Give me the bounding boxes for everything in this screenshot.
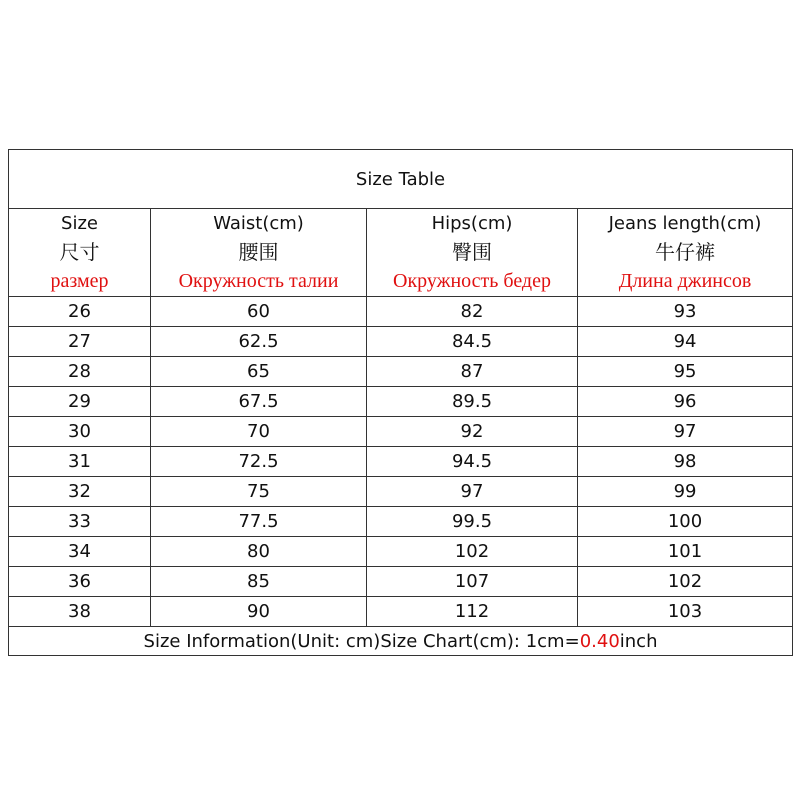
cell-waist: 62.5 [151,327,367,357]
header-hips-zh: 臀围 [452,240,492,264]
footer-prefix: Size Information(Unit: cm)Size Chart(cm): 1cm= [143,630,580,652]
cell-size: 38 [9,597,151,627]
table-row [9,567,793,597]
size-info-footer [9,627,793,656]
cell-jeans-length: 97 [578,417,793,447]
cell-hips: 97 [367,477,578,507]
cell-jeans-length: 93 [578,297,793,327]
table-row [9,387,793,417]
header-row [9,209,793,297]
cell-waist: 85 [151,567,367,597]
header-hips-en: Hips(cm) [431,213,513,234]
cell-jeans-length: 99 [578,477,793,507]
cell-size: 26 [9,297,151,327]
title-row [9,150,793,209]
footer-row [9,627,793,656]
cell-jeans-length: 102 [578,567,793,597]
cell-jeans-length: 96 [578,387,793,417]
header-hips-ru: Окружность бедер [393,270,551,292]
table-row [9,297,793,327]
header-waist [151,209,367,297]
table-row [9,447,793,477]
cell-size: 27 [9,327,151,357]
cell-jeans-length: 94 [578,327,793,357]
header-waist-en: Waist(cm) [213,213,304,234]
table-row [9,357,793,387]
header-size [9,209,151,297]
cell-waist: 67.5 [151,387,367,417]
size-table [8,149,793,656]
header-jeans-length-zh: 牛仔裤 [655,240,716,264]
cell-jeans-length: 98 [578,447,793,477]
header-hips [367,209,578,297]
header-size-ru: размер [50,270,109,292]
cell-hips: 112 [367,597,578,627]
footer-conversion-value: 0.40 [579,630,620,652]
cell-waist: 72.5 [151,447,367,477]
cell-waist: 90 [151,597,367,627]
table-row [9,477,793,507]
cell-hips: 92 [367,417,578,447]
cell-size: 32 [9,477,151,507]
cell-size: 31 [9,447,151,477]
cell-size: 28 [9,357,151,387]
table-row [9,327,793,357]
cell-waist: 70 [151,417,367,447]
cell-size: 29 [9,387,151,417]
cell-jeans-length: 95 [578,357,793,387]
table-row [9,507,793,537]
header-jeans-length-ru: Длина джинсов [618,270,752,292]
cell-hips: 89.5 [367,387,578,417]
cell-hips: 82 [367,297,578,327]
cell-size: 34 [9,537,151,567]
cell-hips: 94.5 [367,447,578,477]
header-jeans-length [578,209,793,297]
cell-waist: 80 [151,537,367,567]
cell-jeans-length: 103 [578,597,793,627]
cell-size: 30 [9,417,151,447]
cell-hips: 99.5 [367,507,578,537]
cell-size: 33 [9,507,151,537]
table-row [9,597,793,627]
cell-waist: 77.5 [151,507,367,537]
header-jeans-length-en: Jeans length(cm) [608,213,762,234]
header-size-zh: 尺寸 [59,240,100,264]
header-waist-ru: Окружность талии [178,270,339,292]
cell-hips: 84.5 [367,327,578,357]
table-title: Size Table [9,150,793,209]
cell-jeans-length: 100 [578,507,793,537]
cell-waist: 65 [151,357,367,387]
header-waist-zh: 腰围 [238,240,279,264]
cell-hips: 107 [367,567,578,597]
cell-jeans-length: 101 [578,537,793,567]
cell-waist: 60 [151,297,367,327]
cell-hips: 87 [367,357,578,387]
table-row [9,417,793,447]
header-size-en: Size [61,213,98,234]
cell-hips: 102 [367,537,578,567]
table-row [9,537,793,567]
cell-waist: 75 [151,477,367,507]
footer-suffix: inch [619,630,658,652]
cell-size: 36 [9,567,151,597]
